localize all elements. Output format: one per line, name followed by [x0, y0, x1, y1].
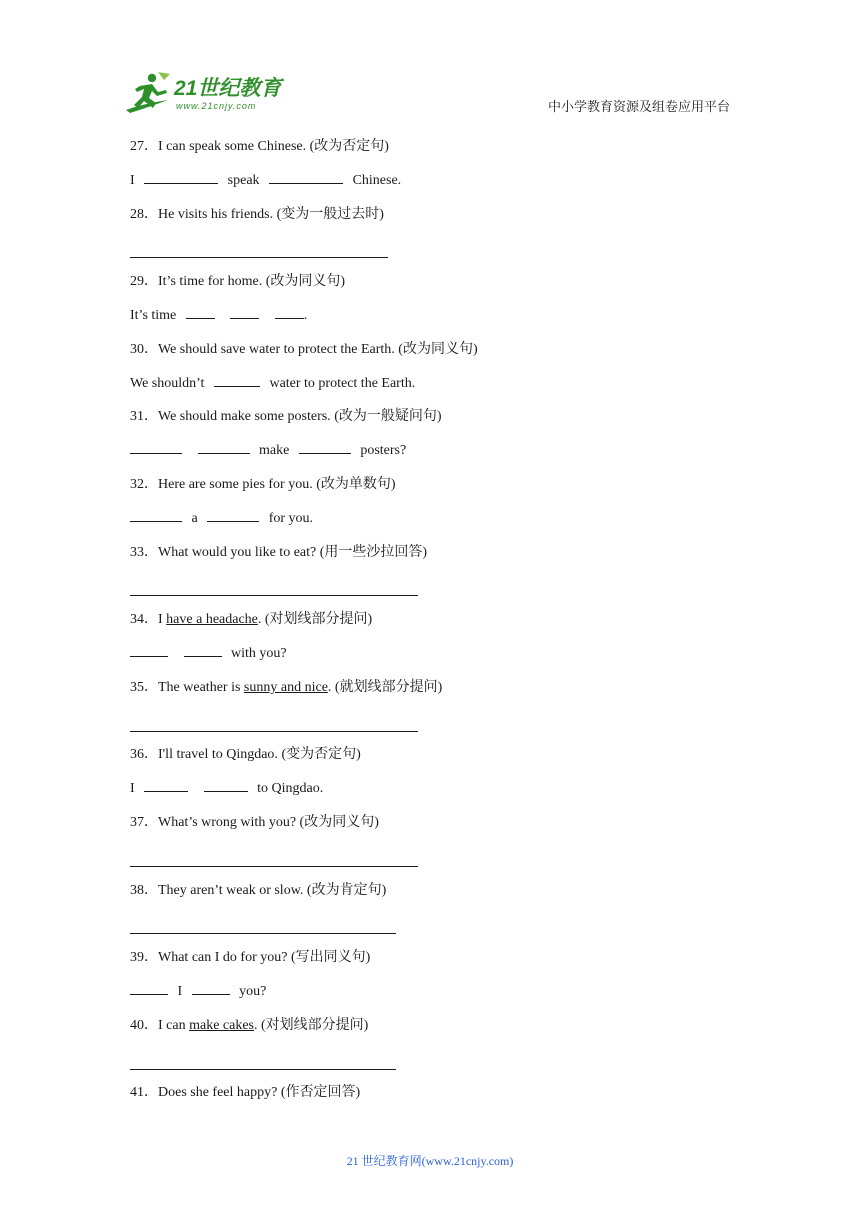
answer-34: [130, 641, 730, 675]
answer-30: [130, 371, 730, 405]
question-text: It’s time for home.: [158, 274, 263, 290]
question-38: [130, 878, 730, 912]
question-text: We should make some posters.: [158, 409, 331, 425]
answer-37: [130, 844, 730, 878]
runner-logo-icon: [122, 70, 178, 116]
answer-line[interactable]: [130, 573, 418, 596]
question-text: Here are some pies for you.: [158, 476, 313, 492]
logo: [122, 70, 292, 116]
question-41: [130, 1080, 730, 1114]
question-29: [130, 269, 730, 303]
question-number: 29．: [130, 274, 158, 290]
answer-27: [130, 168, 730, 202]
answer-word: I: [177, 983, 183, 999]
question-32: [130, 472, 730, 506]
question-37: [130, 810, 730, 844]
answer-blank[interactable]: [130, 980, 168, 995]
answer-blank[interactable]: [204, 777, 248, 792]
question-number: 34．: [130, 612, 158, 628]
question-text-end: .: [327, 679, 332, 695]
logo-text: 21世纪教育: [174, 77, 282, 100]
question-39: [130, 945, 730, 979]
question-text: Does she feel happy?: [158, 1085, 278, 1101]
question-text-end: .: [254, 1017, 258, 1033]
logo-url: www.21cnjy.com: [176, 101, 257, 111]
answer-blank[interactable]: [192, 980, 230, 995]
question-number: 28．: [130, 206, 158, 222]
answer-word: a: [191, 510, 198, 526]
question-text: What can I do for you?: [158, 950, 288, 966]
question-text: I can: [158, 1017, 190, 1033]
answer-word: make: [259, 443, 290, 459]
question-instruction: (作否定回答): [280, 1085, 361, 1101]
question-number: 40．: [130, 1017, 158, 1033]
answer-blank[interactable]: [130, 507, 182, 522]
answer-word: I: [130, 172, 135, 188]
answer-blank[interactable]: [214, 372, 260, 387]
question-27: [130, 134, 730, 168]
question-instruction: (改为单数句): [316, 476, 396, 492]
answer-line[interactable]: [130, 844, 418, 867]
answer-word: It’s time: [130, 307, 177, 323]
question-instruction: (变为否定句): [281, 747, 361, 763]
question-number: 33．: [130, 544, 158, 560]
answer-word: I: [130, 781, 135, 797]
answer-blank[interactable]: [184, 642, 222, 657]
question-text: What would you like to eat?: [158, 544, 317, 560]
answer-35: [130, 709, 730, 743]
question-instruction: (改为同义句): [299, 814, 379, 830]
answer-blank[interactable]: [130, 642, 168, 657]
underlined-phrase: have a headache: [166, 612, 258, 628]
question-text: He visits his friends.: [158, 206, 274, 222]
question-28: [130, 202, 730, 236]
page-footer: 21 世纪教育网(www.21cnjy.com): [346, 1154, 514, 1168]
question-number: 41．: [130, 1085, 158, 1101]
answer-word: you?: [239, 983, 267, 999]
answer-word: with you?: [231, 645, 287, 661]
answer-word: We shouldn’t: [130, 375, 205, 391]
page-header: [0, 0, 860, 120]
question-instruction: (对划线部分提问): [264, 612, 373, 628]
answer-blank[interactable]: [275, 304, 304, 319]
answer-blank[interactable]: [130, 439, 182, 454]
question-instruction: (对划线部分提问): [261, 1017, 369, 1033]
question-text: We should save water to protect the Earth.: [158, 341, 395, 357]
question-instruction: (写出同义句): [290, 950, 371, 966]
question-text: I'll travel to Qingdao.: [158, 747, 278, 763]
answer-line[interactable]: [130, 1047, 396, 1070]
question-number: 31．: [130, 409, 158, 425]
answer-word: water to protect the Earth.: [269, 375, 416, 391]
question-instruction: (改为同义句): [265, 274, 346, 290]
header-platform-text: 中小学教育资源及组卷应用平台: [547, 99, 730, 114]
question-36: [130, 742, 730, 776]
answer-38: [130, 911, 730, 945]
question-instruction: (改为肯定句): [306, 882, 387, 898]
question-number: 36．: [130, 747, 158, 763]
answer-blank[interactable]: [198, 439, 250, 454]
answer-word: for you.: [268, 510, 314, 526]
answer-word: speak: [227, 172, 260, 188]
question-instruction: (改为同义句): [398, 341, 478, 357]
answer-40: [130, 1047, 730, 1081]
question-instruction: (改为一般疑问句): [334, 409, 442, 425]
answer-blank[interactable]: [144, 777, 188, 792]
answer-39: [130, 979, 730, 1013]
answer-blank[interactable]: [144, 169, 218, 184]
question-instruction: (就划线部分提问): [334, 679, 443, 695]
question-31: [130, 404, 730, 438]
question-number: 35．: [130, 679, 158, 695]
question-number: 32．: [130, 476, 158, 492]
answer-blank[interactable]: [269, 169, 343, 184]
answer-blank[interactable]: [230, 304, 259, 319]
question-text: The weather is: [158, 679, 244, 695]
answer-word: .: [303, 307, 308, 323]
question-number: 30．: [130, 341, 158, 357]
question-33: [130, 540, 730, 574]
answer-33: [130, 573, 730, 607]
answer-36: [130, 776, 730, 810]
question-30: [130, 337, 730, 371]
answer-31: [130, 438, 730, 472]
answer-blank[interactable]: [299, 439, 351, 454]
question-instruction: (改为否定句): [309, 139, 389, 154]
answer-28: [130, 235, 730, 269]
question-number: 38．: [130, 882, 158, 898]
question-40: [130, 1013, 730, 1047]
answer-word: to Qingdao.: [257, 781, 324, 797]
answer-line[interactable]: [130, 709, 418, 732]
question-text: They aren’t weak or slow.: [158, 882, 304, 898]
question-text-end: .: [257, 612, 262, 628]
answer-29: [130, 303, 730, 337]
answer-blank[interactable]: [207, 507, 259, 522]
question-text: What’s wrong with you?: [158, 814, 297, 830]
underlined-phrase: make cakes: [189, 1017, 255, 1033]
answer-line[interactable]: [130, 235, 388, 258]
question-instruction: (用一些沙拉回答): [319, 544, 428, 560]
question-number: 37．: [130, 814, 158, 830]
question-text: I: [158, 612, 167, 628]
answer-word: posters?: [360, 443, 407, 459]
answer-word: Chinese.: [352, 172, 402, 188]
question-35: [130, 675, 730, 709]
question-instruction: (变为一般过去时): [276, 206, 384, 222]
question-34: [130, 607, 730, 641]
underlined-phrase: sunny and nice: [243, 679, 328, 695]
answer-line[interactable]: [130, 911, 396, 934]
question-number: 27．: [130, 139, 158, 154]
answer-blank[interactable]: [186, 304, 215, 319]
question-number: 39．: [130, 950, 158, 966]
question-text: I can speak some Chinese.: [158, 139, 307, 154]
answer-32: [130, 506, 730, 540]
question-list: [130, 134, 730, 1114]
